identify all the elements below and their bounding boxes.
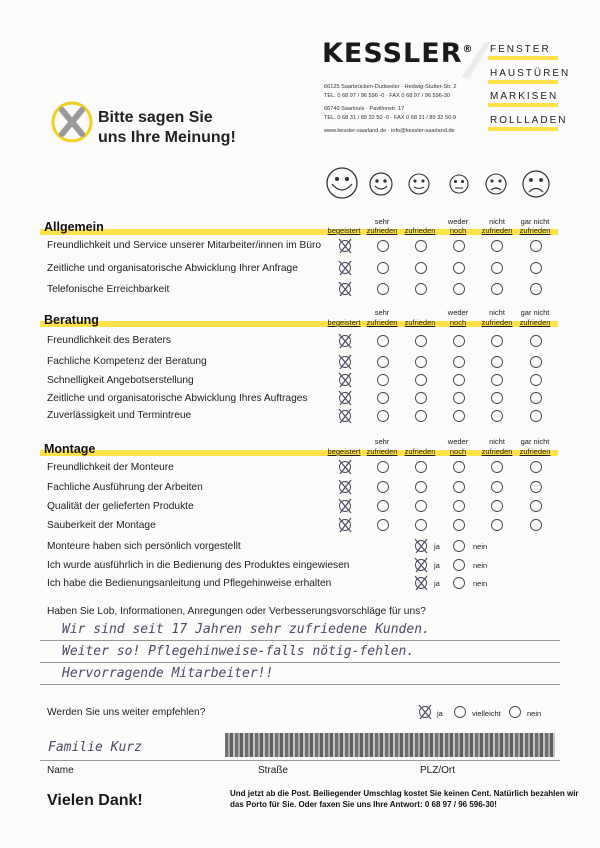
rating-radio[interactable] <box>454 263 465 274</box>
rating-radio[interactable] <box>454 520 465 531</box>
rating-radio[interactable] <box>531 393 542 404</box>
rating-radio[interactable] <box>454 501 465 512</box>
web-contact: www.kessler-saarland.de · info@kessler-saarland.de <box>324 128 455 134</box>
header-begeistert: begeistert <box>327 318 361 327</box>
footer-line-1: Und jetzt ab die Post. Beiliegender Umschlag kostet Sie keinen Cent. Natürlich bezahlen wir <box>230 789 579 798</box>
question-ausfuehrung-arbeiten: Fachliche Ausführung der Arbeiten <box>47 482 203 493</box>
handwritten-check-mark <box>339 355 351 369</box>
section-title-beratung: Beratung <box>44 313 99 327</box>
rating-radio[interactable] <box>531 462 542 473</box>
service-fenster: FENSTER <box>490 44 551 55</box>
feedback-question: Haben Sie Lob, Informationen, Anregungen oder Verbesserungsvorschläge für uns? <box>47 606 426 617</box>
rating-radio[interactable] <box>416 520 427 531</box>
service-rollladen: ROLLLADEN <box>490 115 568 126</box>
header-zufrieden: zufrieden <box>404 318 436 327</box>
rating-radio[interactable] <box>378 241 389 252</box>
handwritten-check-mark <box>339 480 351 494</box>
rating-radio[interactable] <box>454 393 465 404</box>
recommend-no-label: nein <box>527 709 542 718</box>
handwritten-check-mark <box>339 373 351 387</box>
rating-radio[interactable] <box>492 241 503 252</box>
rating-radio[interactable] <box>531 520 542 531</box>
rating-radio[interactable] <box>454 357 465 368</box>
header-nicht-zufrieden: zufrieden <box>481 318 513 327</box>
header-sehr: sehr <box>374 217 390 226</box>
header-gar-nicht-zufrieden: zufrieden <box>519 318 551 327</box>
handwritten-check-mark <box>339 518 351 532</box>
question-sauberkeit-montage: Sauberkeit der Montage <box>47 520 156 531</box>
rating-radio[interactable] <box>378 520 389 531</box>
header-sehr: sehr <box>374 308 390 317</box>
signature-name: Familie Kurz <box>48 740 142 755</box>
rating-radio[interactable] <box>416 462 427 473</box>
rating-radio[interactable] <box>378 482 389 493</box>
rating-radio[interactable] <box>378 284 389 295</box>
question-termintreue: Zuverlässigkeit und Termintreue <box>47 410 192 421</box>
rating-radio[interactable] <box>378 393 389 404</box>
address-dudweiler: 66125 Saarbrücken-Dudweiler · Hedwig-Stutter-Str. 2 <box>324 84 457 90</box>
ruled-line <box>40 662 560 663</box>
rating-radio[interactable] <box>531 501 542 512</box>
rating-radio[interactable] <box>378 336 389 347</box>
header-gar-nicht: gar nicht <box>520 437 550 446</box>
no-label: nein <box>473 579 488 588</box>
rating-radio[interactable] <box>378 375 389 386</box>
rating-radio[interactable] <box>531 336 542 347</box>
rating-radio[interactable] <box>492 375 503 386</box>
rating-radio[interactable] <box>416 284 427 295</box>
question-bedienungsanleitung: Ich habe die Bedienungsanleitung und Pflegehinweise erhalten <box>47 578 332 589</box>
rating-radio[interactable] <box>416 411 427 422</box>
header-weder: weder <box>447 437 469 446</box>
rating-radio[interactable] <box>492 357 503 368</box>
rating-radio[interactable] <box>378 411 389 422</box>
rating-radio[interactable] <box>378 263 389 274</box>
rating-radio[interactable] <box>492 284 503 295</box>
rating-radio[interactable] <box>378 501 389 512</box>
recommend-question: Werden Sie uns weiter empfehlen? <box>47 707 206 718</box>
handwritten-check-mark <box>339 282 351 296</box>
header-begeistert: begeistert <box>327 226 361 235</box>
question-abwicklung-auftrag: Zeitliche und organisatorische Abwicklung Ihres Auftrages <box>47 393 308 404</box>
recommend-yes-label: ja <box>437 709 443 718</box>
no-label: nein <box>473 542 488 551</box>
signature-line <box>40 760 560 761</box>
yes-label: ja <box>434 542 440 551</box>
rating-radio[interactable] <box>492 462 503 473</box>
rating-radio[interactable] <box>416 241 427 252</box>
rating-radio[interactable] <box>492 501 503 512</box>
rating-radio[interactable] <box>416 357 427 368</box>
handwritten-check-mark <box>415 576 427 590</box>
handwritten-check-mark <box>339 261 351 275</box>
rating-radio[interactable] <box>454 284 465 295</box>
handwritten-check-mark <box>339 391 351 405</box>
header-gar-nicht: gar nicht <box>520 308 550 317</box>
yes-label: ja <box>434 561 440 570</box>
rating-radio[interactable] <box>531 375 542 386</box>
feedback-line-1: Wir sind seit 17 Jahren sehr zufriedene Kunden. <box>62 622 430 637</box>
rating-radio[interactable] <box>492 482 503 493</box>
service-haustueren: HAUSTÜREN <box>490 68 571 79</box>
rating-radio[interactable] <box>454 336 465 347</box>
rating-radio[interactable] <box>378 462 389 473</box>
no-radio[interactable] <box>454 541 465 552</box>
rating-radio[interactable] <box>416 393 427 404</box>
rating-radio[interactable] <box>492 336 503 347</box>
service-markisen: MARKISEN <box>490 91 559 102</box>
rating-radio[interactable] <box>416 375 427 386</box>
rating-radio[interactable] <box>492 411 503 422</box>
kessler-logo: KESSLER® <box>322 38 474 69</box>
question-service-buero: Freundlichkeit und Service unserer Mitarbeiter/innen im Büro <box>47 240 322 251</box>
rating-radio[interactable] <box>492 263 503 274</box>
header-sehr-zufrieden: zufrieden <box>366 447 398 456</box>
section-title-montage: Montage <box>44 442 96 456</box>
handwritten-check-mark <box>339 409 351 423</box>
recommend-maybe-label: vielleicht <box>472 709 501 718</box>
header-nicht-zufrieden: zufrieden <box>481 447 513 456</box>
header-weder: weder <box>447 217 469 226</box>
header-weder: weder <box>447 308 469 317</box>
header-nicht: nicht <box>489 437 505 446</box>
ruled-line <box>40 684 560 685</box>
yes-label: ja <box>434 579 440 588</box>
header-sehr: sehr <box>374 437 390 446</box>
rating-radio[interactable] <box>416 501 427 512</box>
handwritten-check-mark <box>339 334 351 348</box>
ruled-line <box>40 640 560 641</box>
feedback-line-2: Weiter so! Pflegehinweise-falls nötig-fehlen. <box>62 644 415 659</box>
rating-radio[interactable] <box>531 482 542 493</box>
header-noch: noch <box>449 226 467 235</box>
section-title-allgemein: Allgemein <box>44 220 104 234</box>
name-label: Name <box>47 765 74 776</box>
rating-radio[interactable] <box>492 520 503 531</box>
question-freundlichkeit-berater: Freundlichkeit des Beraters <box>47 335 172 346</box>
header-gar-nicht: gar nicht <box>520 217 550 226</box>
no-radio[interactable] <box>454 578 465 589</box>
rating-radio[interactable] <box>531 411 542 422</box>
rating-radio[interactable] <box>454 411 465 422</box>
redacted-address <box>225 733 555 757</box>
thanks-text: Vielen Dank! <box>47 792 143 809</box>
header-gar-nicht-zufrieden: zufrieden <box>519 447 551 456</box>
question-angebotserstellung: Schnelligkeit Angebotserstellung <box>47 375 194 386</box>
question-telefonische-erreichbarkeit: Telefonische Erreichbarkeit <box>47 284 170 295</box>
phone-saarlouis: TEL. 0 68 31 / 89 32 50 -0 · FAX 0 68 31 / 89 32 50-9 <box>324 115 457 121</box>
rating-radio[interactable] <box>492 393 503 404</box>
city-label: PLZ/Ort <box>420 765 456 776</box>
header-begeistert: begeistert <box>327 447 361 456</box>
question-fachliche-kompetenz: Fachliche Kompetenz der Beratung <box>47 356 207 367</box>
rating-radio[interactable] <box>416 263 427 274</box>
rating-radio[interactable] <box>531 263 542 274</box>
header-zufrieden: zufrieden <box>404 447 436 456</box>
rating-radio[interactable] <box>454 482 465 493</box>
question-eingewiesen: Ich wurde ausführlich in die Bedienung des Produktes eingewiesen <box>47 560 350 571</box>
header-noch: noch <box>449 447 467 456</box>
handwritten-check-mark <box>415 558 427 572</box>
footer-line-2: das Porto für Sie. Oder faxen Sie uns Ihre Antwort: 0 68 97 / 96 596-30! <box>230 800 497 809</box>
street-label: Straße <box>258 765 289 776</box>
rating-radio[interactable] <box>416 336 427 347</box>
rating-radio[interactable] <box>454 241 465 252</box>
rating-radio[interactable] <box>416 482 427 493</box>
feedback-line-3: Hervorragende Mitarbeiter!! <box>62 666 274 681</box>
header-nicht: nicht <box>489 217 505 226</box>
header-noch: noch <box>449 318 467 327</box>
header-sehr-zufrieden: zufrieden <box>366 226 398 235</box>
page-title: Bitte sagen Sie uns Ihre Meinung! <box>98 109 236 146</box>
header-zufrieden: zufrieden <box>404 226 436 235</box>
rating-radio[interactable] <box>454 462 465 473</box>
handwritten-check-mark <box>339 460 351 474</box>
recommend-maybe-radio[interactable] <box>455 707 466 718</box>
question-qualitaet-produkte: Qualität der gelieferten Produkte <box>47 501 194 512</box>
recommend-no-radio[interactable] <box>510 707 521 718</box>
rating-radio[interactable] <box>531 241 542 252</box>
question-freundlichkeit-monteure: Freundlichkeit der Monteure <box>47 462 174 473</box>
no-label: nein <box>473 561 488 570</box>
handwritten-check-mark <box>339 239 351 253</box>
rating-radio[interactable] <box>454 375 465 386</box>
rating-radio[interactable] <box>531 284 542 295</box>
header-gar-nicht-zufrieden: zufrieden <box>519 226 551 235</box>
question-abwicklung-anfrage: Zeitliche und organisatorische Abwicklung Ihrer Anfrage <box>47 263 298 274</box>
no-radio[interactable] <box>454 560 465 571</box>
address-saarlouis: 66740 Saarlouis · Pavillonstr. 17 <box>324 106 405 112</box>
handwritten-check-mark <box>339 499 351 513</box>
handwritten-check-mark <box>415 539 427 553</box>
rating-radio[interactable] <box>531 357 542 368</box>
question-monteure-vorgestellt: Monteure haben sich persönlich vorgestellt <box>47 541 241 552</box>
phone-dudweiler: TEL. 0 68 97 / 96 596 -0 · FAX 0 68 97 / 96 596-30 <box>324 93 450 99</box>
header-nicht-zufrieden: zufrieden <box>481 226 513 235</box>
rating-radio[interactable] <box>378 357 389 368</box>
header-nicht: nicht <box>489 308 505 317</box>
handwritten-check-mark <box>419 705 431 719</box>
header-sehr-zufrieden: zufrieden <box>366 318 398 327</box>
